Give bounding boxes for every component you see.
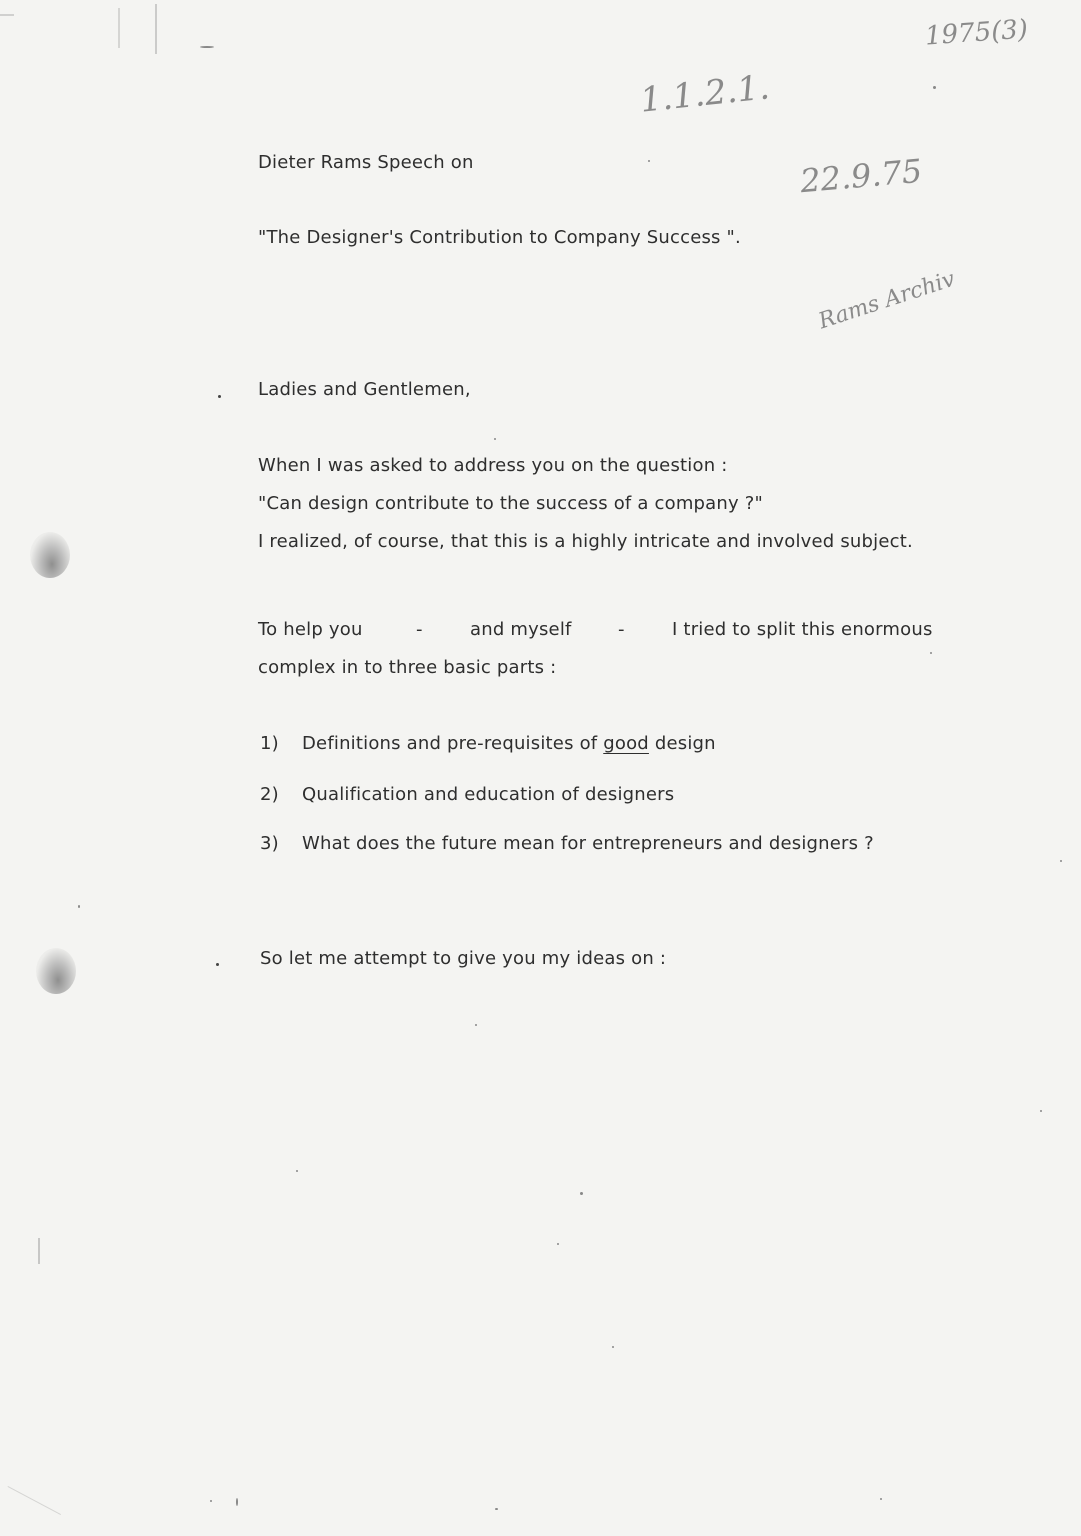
speck	[1040, 1110, 1042, 1112]
split-line-2: complex in to three basic parts :	[258, 657, 557, 678]
handwritten-date: 22.9.75	[798, 151, 924, 201]
speck	[296, 1170, 298, 1172]
list-item-1-underlined-word: good	[603, 733, 649, 754]
handwritten-archive-note: Rams Archiv	[815, 266, 959, 335]
split-dash-2: -	[618, 619, 625, 640]
list-item-2-text: Qualification and education of designers	[302, 784, 675, 805]
speck	[580, 1192, 583, 1195]
title-line-2: "The Designer's Contribution to Company Success ".	[258, 227, 741, 248]
list-item-3-text: What does the future mean for entrepreneurs and designers ?	[302, 833, 874, 854]
salutation: Ladies and Gentlemen,	[258, 379, 471, 400]
handwritten-archive-number: 1.1.2.1.	[638, 67, 772, 121]
punch-hole-bottom	[36, 948, 76, 994]
split-part-3: I tried to split this enormous	[672, 619, 933, 640]
speck	[494, 438, 496, 440]
list-item-1-text-after: design	[648, 733, 716, 754]
intro-line-3: I realized, of course, that this is a highly intricate and involved subject.	[258, 531, 913, 552]
list-item-3-number: 3)	[260, 833, 279, 854]
speck	[648, 160, 650, 162]
speck	[612, 1346, 614, 1348]
punch-hole-top	[30, 532, 70, 578]
list-item-1-text-before: Definitions and pre-requisites of	[302, 733, 604, 754]
edge-mark-top-left	[118, 8, 120, 48]
edge-mark-corner	[0, 14, 14, 16]
intro-line-1: When I was asked to address you on the question :	[258, 455, 728, 476]
edge-mark-left-middle	[38, 1238, 40, 1264]
split-part-2: and myself	[470, 619, 572, 640]
intro-line-2: "Can design contribute to the success of a company ?"	[258, 493, 764, 514]
list-item-1-number: 1)	[260, 733, 279, 754]
speck	[236, 1498, 238, 1506]
edge-mark-bottom-left	[8, 1486, 61, 1515]
speck	[880, 1498, 882, 1500]
list-item-2-number: 2)	[260, 784, 279, 805]
split-part-1: To help you	[258, 619, 363, 640]
speck	[200, 46, 214, 48]
speck	[1060, 860, 1062, 862]
handwritten-year: 1975(3)	[924, 14, 1029, 52]
speck	[78, 905, 80, 908]
title-line-1: Dieter Rams Speech on	[258, 152, 474, 173]
speck	[930, 652, 932, 654]
speck	[933, 86, 936, 89]
closing-line: So let me attempt to give you my ideas on :	[260, 948, 667, 969]
speck	[475, 1024, 477, 1026]
speck	[210, 1500, 212, 1502]
split-dash-1: -	[416, 619, 423, 640]
list-item-1-text	[302, 733, 716, 754]
speck	[557, 1243, 559, 1245]
edge-mark-top-left-2	[155, 4, 157, 54]
margin-dot-closing	[216, 963, 219, 966]
speck	[495, 1508, 498, 1510]
margin-dot-salutation	[218, 395, 221, 398]
